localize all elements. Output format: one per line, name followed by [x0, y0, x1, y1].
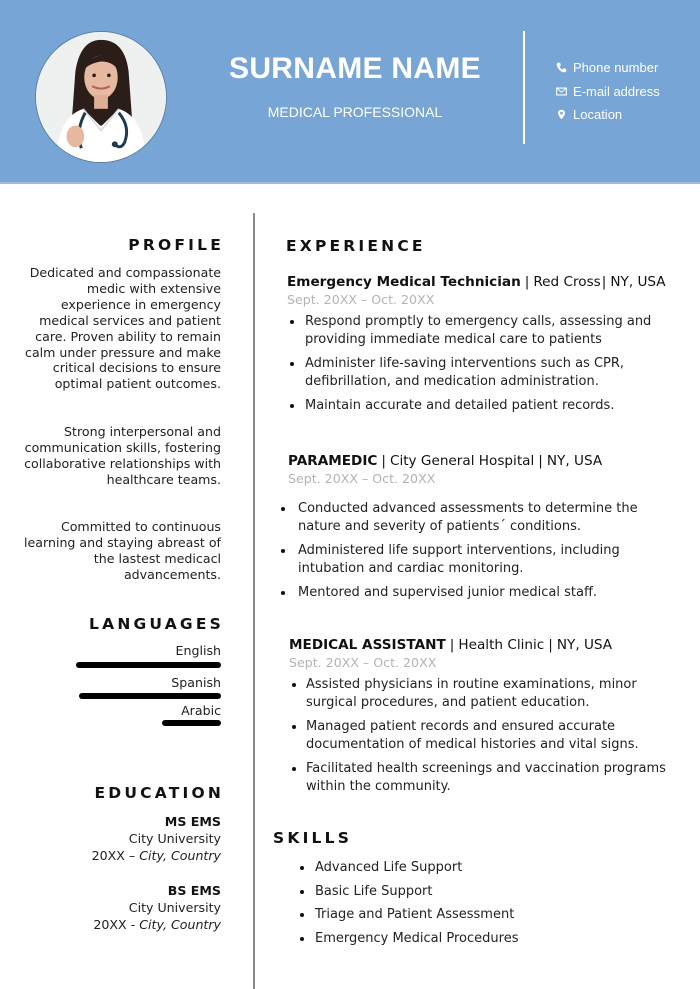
education-heading: EDUCATION	[94, 784, 224, 802]
separator: |	[548, 637, 553, 653]
job-bullets	[289, 676, 679, 796]
skill-item: Emergency Medical Procedures	[298, 927, 518, 951]
education-location: City, Country	[139, 917, 221, 932]
contact-location[interactable]	[555, 103, 660, 127]
profile-heading: PROFILE	[128, 236, 224, 254]
experience-item	[289, 636, 679, 803]
separator: |	[601, 274, 607, 290]
profile-photo	[35, 31, 167, 163]
contact-email[interactable]	[555, 80, 660, 104]
contact-location-label: Location	[573, 107, 623, 123]
job-role: PARAMEDIC	[288, 453, 378, 469]
education-item	[21, 882, 221, 933]
job-role: MEDICAL ASSISTANT	[289, 637, 446, 653]
language-name: Arabic	[181, 703, 221, 718]
header-divider	[523, 31, 525, 144]
profile-paragraph: Strong interpersonal and communication skills, fostering collaborative relationships with healthcare teams.	[24, 424, 221, 487]
language-level-bar	[162, 720, 221, 726]
job-header	[287, 273, 677, 291]
job-bullet: Mentored and supervised junior medical staff.	[288, 584, 678, 602]
resume-header	[0, 0, 700, 184]
degree: MS EMS	[164, 814, 221, 829]
job-bullets	[287, 313, 677, 415]
language-level-bar	[79, 693, 221, 699]
job-employer: Health Clinic	[458, 637, 545, 653]
separator: |	[524, 274, 530, 290]
school: City University	[128, 900, 221, 915]
profile-paragraph: Dedicated and compassionate medic with extensive experience in emergency medical services and patient care. Proven ability to remain calm under pressure and make critical decisions to ensure optimal patient outcomes.	[25, 265, 221, 392]
job-bullets	[288, 500, 678, 602]
job-role: Emergency Medical Technician	[287, 274, 521, 290]
contact-email-label: E-mail address	[573, 83, 660, 99]
job-dates: Sept. 20XX – Oct. 20XX	[287, 292, 435, 307]
skill-item: Triage and Patient Assessment	[298, 903, 518, 927]
education-year: 20XX -	[93, 917, 140, 932]
column-divider	[253, 213, 255, 989]
job-bullet: Facilitated health screenings and vaccination programs within the community.	[289, 760, 679, 795]
language-item	[61, 703, 221, 719]
job-header	[289, 636, 679, 654]
experience-heading: EXPERIENCE	[286, 237, 426, 255]
language-item	[61, 643, 221, 659]
job-location: NY, USA	[556, 637, 613, 653]
job-location: NY, USA	[546, 453, 603, 469]
skills-list	[298, 856, 518, 951]
job-title: MEDICAL PROFESSIONAL	[267, 104, 443, 120]
separator: |	[381, 453, 386, 469]
skill-item: Advanced Life Support	[298, 856, 518, 880]
job-bullet: Assisted physicians in routine examinations, minor surgical procedures, and patient education.	[289, 676, 679, 711]
education-year: 20XX –	[91, 848, 140, 863]
skills-heading: SKILLS	[273, 829, 353, 847]
separator: |	[449, 637, 455, 653]
contact-phone-label: Phone number	[573, 60, 659, 76]
phone-icon	[555, 62, 567, 74]
job-bullet: Administer life-saving interventions such as CPR, defibrillation, and medication administration.	[287, 355, 677, 390]
job-bullet: Managed patient records and ensured accurate documentation of medical histories and vital signs.	[289, 718, 679, 753]
location-pin-icon	[555, 109, 567, 121]
skill-item: Basic Life Support	[298, 880, 518, 904]
education-year-location	[21, 847, 221, 864]
language-item	[61, 675, 221, 691]
job-bullet: Respond promptly to emergency calls, assessing and providing immediate medical care to patients	[287, 313, 677, 348]
candidate-name: SURNAME NAME	[229, 52, 481, 85]
experience-item	[287, 273, 677, 422]
job-bullet: Administered life support interventions, including intubation and cardiac monitoring.	[288, 542, 678, 577]
degree: BS EMS	[167, 883, 221, 898]
profile-paragraph: Committed to continuous learning and staying abreast of the lastest medicacl advancements.	[24, 519, 221, 582]
doctor-portrait-image	[36, 32, 166, 162]
envelope-icon	[555, 85, 567, 97]
job-dates: Sept. 20XX – Oct. 20XX	[288, 471, 436, 486]
job-location: NY, USA	[610, 274, 666, 290]
separator: |	[538, 453, 543, 469]
education-location: City, Country	[139, 848, 221, 863]
language-name: Spanish	[171, 675, 221, 690]
job-header	[288, 452, 678, 470]
school: City University	[128, 831, 221, 846]
language-level-bar	[76, 662, 221, 668]
job-employer: City General Hospital	[389, 453, 535, 469]
job-dates: Sept. 20XX – Oct. 20XX	[289, 655, 437, 670]
contact-list	[555, 56, 660, 127]
contact-phone[interactable]	[555, 56, 660, 80]
education-year-location	[21, 916, 221, 933]
job-employer: Red Cross	[533, 274, 601, 290]
experience-item	[288, 452, 678, 609]
job-bullet: Maintain accurate and detailed patient records.	[287, 397, 677, 415]
languages-heading: LANGUAGES	[89, 615, 224, 633]
language-name: English	[175, 643, 221, 658]
education-item	[21, 813, 221, 864]
job-bullet: Conducted advanced assessments to determine the nature and severity of patients´ conditions.	[288, 500, 678, 535]
